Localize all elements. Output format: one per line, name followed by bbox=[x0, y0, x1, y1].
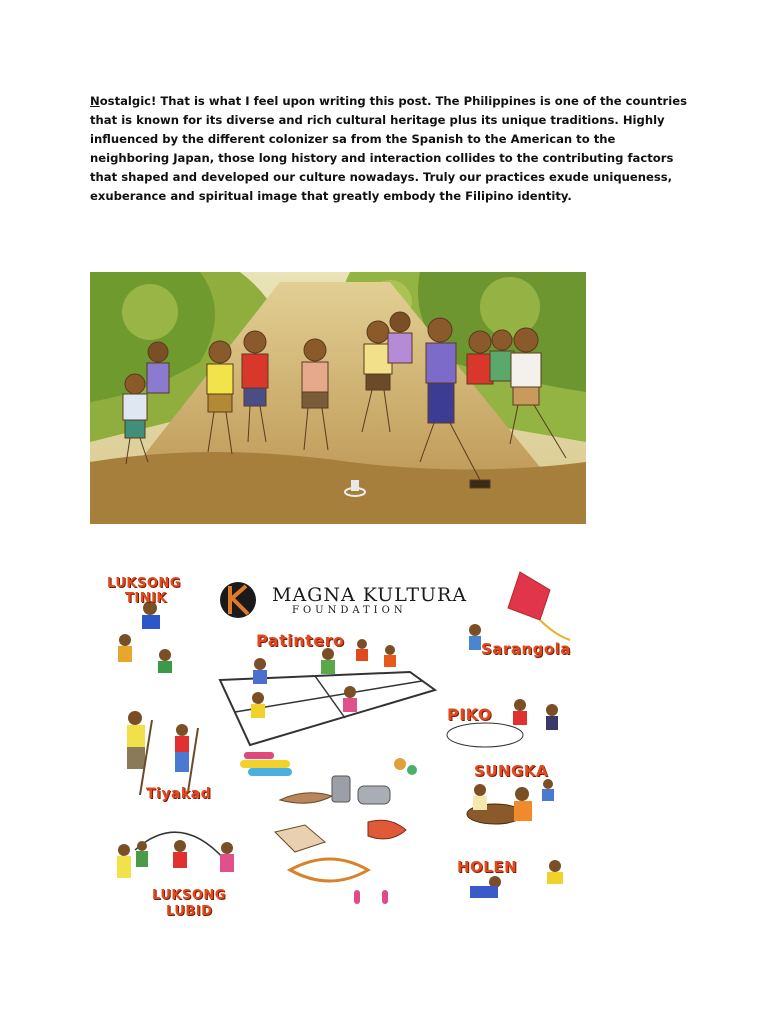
brand-name: MAGNA KULTURA bbox=[272, 584, 468, 606]
label-piko: PIKO bbox=[447, 705, 492, 724]
label-patintero: Patintero bbox=[256, 631, 345, 650]
label-sungka: SUNGKA bbox=[474, 762, 549, 780]
label-luksong-tinik-line1: LUKSONG bbox=[107, 576, 181, 591]
label-tiyakad: Tiyakad bbox=[146, 786, 212, 802]
label-luksong-lubid-line2: LUBID bbox=[166, 904, 213, 919]
children-playing-painting bbox=[90, 272, 586, 524]
label-holen: HOLEN bbox=[457, 858, 518, 876]
brand-subtitle: FOUNDATION bbox=[292, 605, 407, 616]
paragraph-text: ostalgic! That is what I feel upon writing this post. The Philippines is one of the countries that is known for its diverse and rich cultural heritage plus its unique traditions. Highly influenced by the different colonizer sa from the Spanish to the American to the neighboring Japan, those long history and interaction collides to the contributing factors that shaped and developed our culture nowadays. Truly our practices exude uniqueness, exuberance and spiritual image that greatly embody the Filipino identity. bbox=[90, 94, 687, 203]
post-paragraph bbox=[90, 92, 690, 206]
label-luksong-tinik-line2: TINIK bbox=[125, 591, 167, 606]
label-luksong-lubid-line1: LUKSONG bbox=[152, 888, 226, 903]
drop-letter: N bbox=[90, 94, 100, 108]
label-sarangola: Sarangola bbox=[481, 640, 571, 658]
